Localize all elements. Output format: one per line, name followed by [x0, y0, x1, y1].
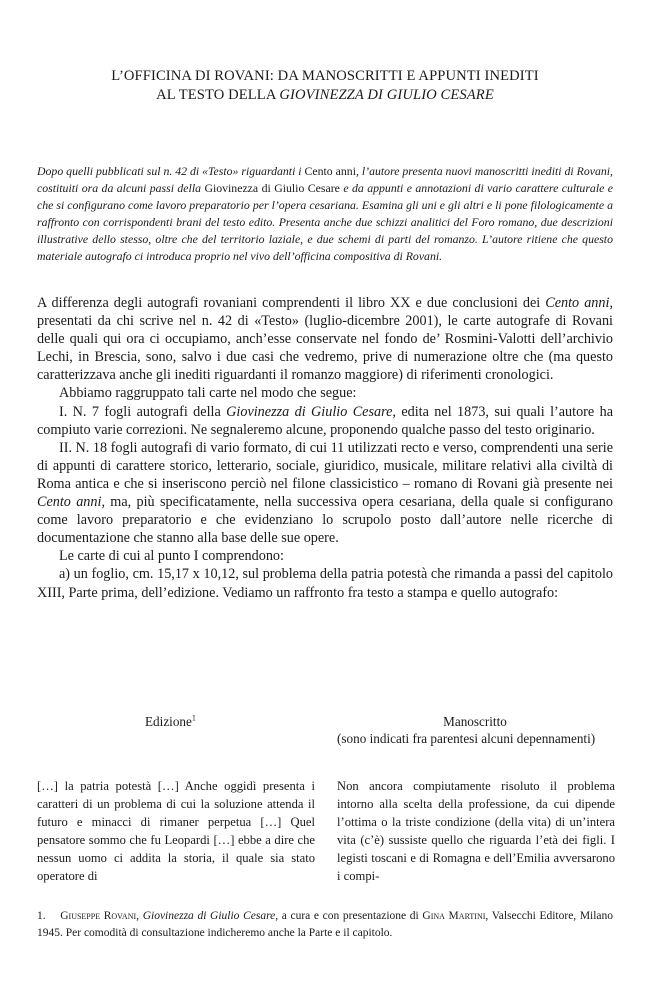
footnote-author: Giuseppe Rovani	[60, 910, 137, 922]
footnote-rest: , Valsecchi Editore, Milano 1945. Per comodità di consultazione indicheremo anche la Parte e il capitolo.	[37, 910, 614, 939]
footnote-marker: 1	[191, 713, 196, 723]
abstract	[37, 163, 613, 266]
abstract-part-1: Dopo quelli pubblicati sul n. 42 di «Testo» riguardanti i	[37, 164, 305, 178]
body-paragraph-3	[37, 403, 613, 439]
p1-a: A differenza degli autografi rovaniani comprendenti il libro XX e due conclusioni dei	[37, 295, 546, 311]
body-paragraph-5: Le carte di cui al punto I comprendono:	[59, 548, 284, 565]
p3-a: I. N. 7 fogli autografi della	[59, 403, 227, 420]
edition-column-text: […] la patria potestà […] Anche oggidì presenta i caratteri di un problema di cui la soluzione attenda il futuro e minacci di rimaner perpetua […] Quel pensatore sommo che fu Leopardi […] ebbe a dire che nessun uomo ci addita la storia, il quale sia stato operatore di	[37, 779, 315, 883]
footnote-editor: Gina Martini	[422, 910, 486, 922]
article-title	[37, 67, 613, 105]
title-line-1: L’OFFICINA DI ROVANI: DA MANOSCRITTI E APPUNTI INEDITI	[111, 68, 539, 84]
p3-c: , edita nel 1873, sui quali l’autore ha compiuto varie correzioni. Ne segnaleremo alcune, proponendo qualche passo del testo originario.	[37, 403, 613, 438]
title-line-2-italic: GIOVINEZZA DI GIULIO CESARE	[279, 87, 494, 103]
p4-b: Cento anni	[37, 494, 102, 511]
abstract-part-3: , l’autore presenta nuovi manoscritti inediti di Rovani, costituiti ora da alcuni passi della	[37, 164, 613, 196]
p1-c: , presentati da chi scrive nel n. 42 di «Testo» (luglio-dicembre 2001), le carte autografe di Rovani delle quali qui ora ci occupiamo, anch’esse conservate nel fondo de’ Rosmini-Valotti dell’archivio Lechi, in Brescia, sono, salvo i due casi che vedremo, prive di numerazione oltre che (ma questo caratterizzava anche gli inediti riguardanti il romanzo maggiore) di riferimenti cronologici.	[37, 295, 613, 384]
manuscript-column-text: Non ancora compiutamente risoluto il problema intorno alla scelta della professione, da cui dipende l’ottima o la triste condizione (della vita) di un’intera vita (c’è) sussiste quello che riguarda l’età dei figli. I legisti toscani e di Romagna e dell’Emilia avversarono i compi-	[337, 779, 615, 883]
edition-heading-label: Edizione	[145, 714, 192, 729]
manuscript-heading-label: Manoscritto	[443, 714, 507, 729]
edition-heading	[145, 713, 205, 730]
body-paragraph-4	[37, 439, 613, 548]
abstract-part-4: Giovinezza di Giulio Cesare	[204, 181, 340, 196]
abstract-part-5: e da appunti e annotazioni di vario carattere culturale e che si configurano come lavoro preparatorio per l’opera cesariana. Esamina gli uni e gli altri e li pone filologicamente a raffronto con corrispondenti brani del testo edito. Presenta anche due schizzi analitici del Foro romano, due descrizioni illustrative dello stesso, oltre che del territorio laziale, e due schemi di parti del romanzo. L’autore ritiene che questo materiale autografo ci introduca proprio nel vivo dell’officina compositiva di Rovani.	[37, 181, 614, 264]
manuscript-heading	[337, 713, 613, 747]
title-line-2	[37, 86, 613, 105]
title-line-2-prefix: AL TESTO DELLA	[156, 87, 280, 103]
p4-a: II. N. 18 fogli autografi di vario formato, di cui 11 utilizzati recto e verso, comprendenti una serie di appunti di carattere storico, letterario, sociale, giuridico, musicale, militare relativi alla civiltà di Roma antica e che si inseriscono perciò nel filone classicistico – romano di Rovani già presente nei	[37, 439, 613, 492]
body-paragraph-2: Abbiamo raggruppato tali carte nel modo che segue:	[59, 385, 357, 402]
footnote-number: 1.	[37, 910, 46, 922]
p3-b: Giovinezza di Giulio Cesare	[226, 403, 393, 420]
body-text	[37, 294, 613, 602]
p4-c: , ma, più specificatamente, nella successiva opera cesariana, della quale si configurano come lavoro preparatorio e che evidenziano lo scrupolo posto dall’autore nelle ricerche di documentazione che stanno alla base delle sue opere.	[37, 494, 613, 547]
footnote-mid: , a cura e con presentazione di	[275, 910, 423, 922]
footnote: 1. Giuseppe Rovani, Giovinezza di Giulio Cesare, a cura e con presentazione di Gina Martini, Valsecchi Editore, Milano 1945. Per comodità di consultazione indicheremo anche la Parte e il capitolo.	[37, 910, 614, 939]
footnote-book-title: Giovinezza di Giulio Cesare	[142, 910, 276, 922]
p1-b: Cento anni	[545, 295, 610, 311]
body-paragraph-6: a) un foglio, cm. 15,17 x 10,12, sul problema della patria potestà che rimanda a passi del capitolo XIII, Parte prima, dell’edizione. Vediamo un raffronto fra testo a stampa e quello autografo:	[37, 566, 613, 601]
manuscript-heading-note: (sono indicati fra parentesi alcuni depennamenti)	[337, 731, 596, 746]
body-paragraph-1	[37, 294, 613, 384]
abstract-part-2: Cento anni	[304, 164, 356, 178]
